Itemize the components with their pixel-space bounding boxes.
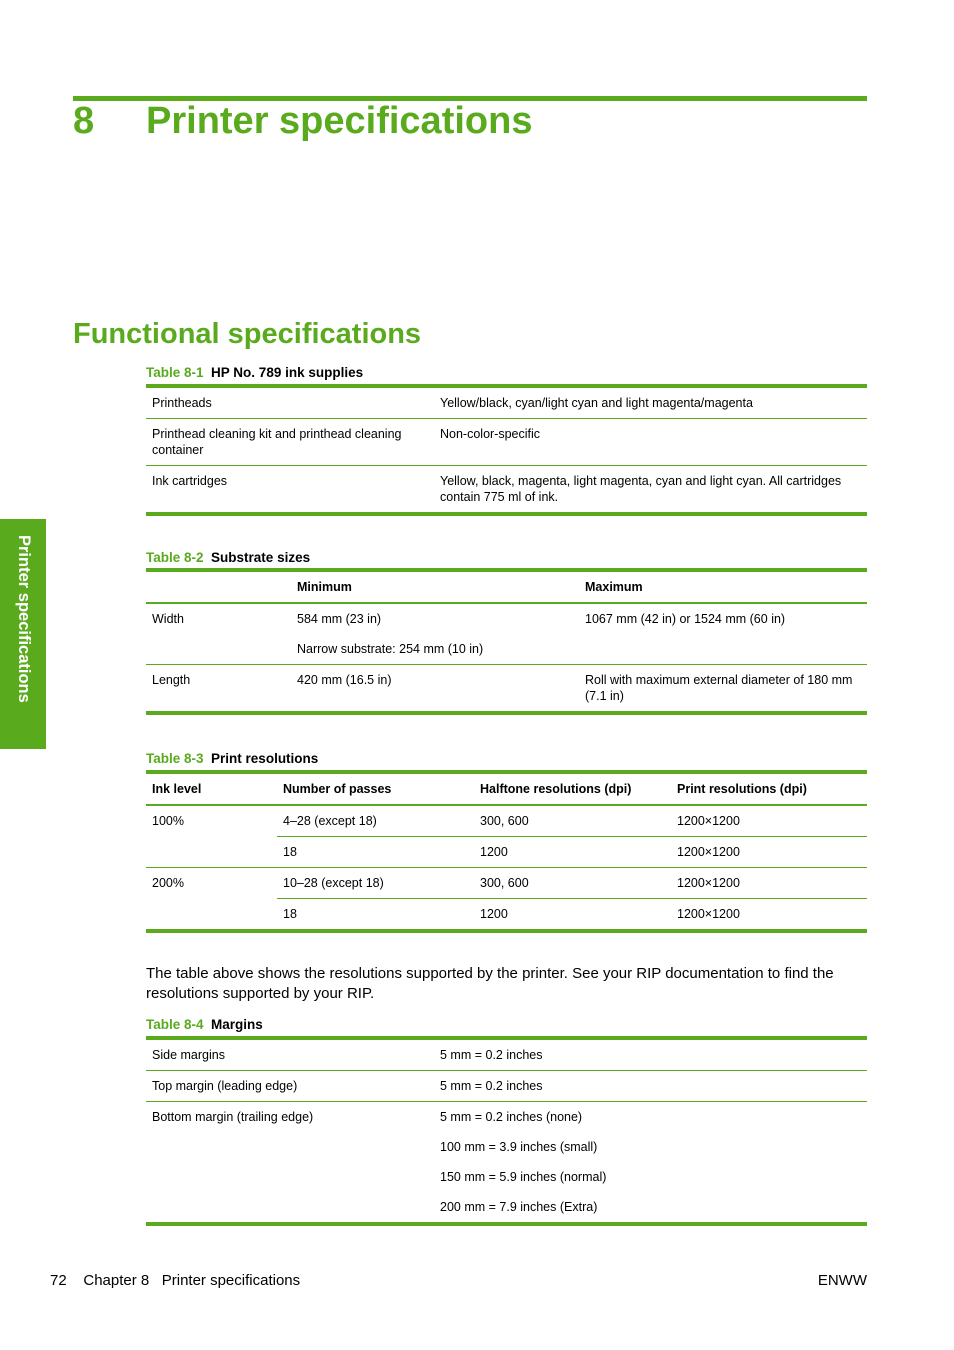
table-row	[146, 665, 867, 711]
table-row	[277, 868, 867, 899]
table-cell: 5 mm = 0.2 inches	[440, 1048, 543, 1062]
table-cell	[291, 604, 579, 664]
body-paragraph: The table above shows the resolutions supported by the printer. See your RIP documentation to find the resolutions supported by your RIP.	[146, 965, 834, 1002]
table-row	[146, 388, 867, 419]
table-cell: 1200×1200	[677, 845, 740, 859]
table-cell: Bottom margin (trailing edge)	[152, 1110, 314, 1124]
table-cell: 4–28 (except 18)	[283, 814, 377, 828]
table-cell: 1200×1200	[677, 814, 740, 828]
table-header-cell: Maximum	[585, 580, 643, 594]
table-cell: 1200	[480, 845, 508, 859]
footer-left	[50, 1272, 300, 1289]
table-cell	[434, 1102, 867, 1222]
table-row	[146, 1071, 867, 1102]
cell-line: 100 mm = 3.9 inches (small)	[440, 1140, 598, 1154]
table-cell: 1200	[480, 907, 508, 921]
table-header-cell	[146, 572, 291, 602]
table-header-row	[146, 774, 867, 806]
table4-caption	[146, 1017, 263, 1032]
table-cell: 18	[283, 845, 297, 859]
table-cell: 200%	[152, 876, 184, 890]
table3-title: Print resolutions	[211, 751, 319, 766]
table2	[146, 568, 867, 715]
table-cell: 18	[283, 907, 297, 921]
table-cell: 5 mm = 0.2 inches	[440, 1079, 543, 1093]
table-cell: Ink cartridges	[152, 474, 228, 488]
table-row	[146, 466, 867, 512]
footer-locale: ENWW	[817, 1272, 867, 1289]
table-cell: Printhead cleaning kit and printhead cleaning container	[152, 427, 402, 457]
table-cell: 300, 600	[480, 876, 529, 890]
footer-chapter: Chapter 8 Printer specifications	[83, 1272, 301, 1289]
table-cell: Top margin (leading edge)	[152, 1079, 298, 1093]
table1-title: HP No. 789 ink supplies	[211, 365, 364, 380]
table-header-row	[146, 572, 867, 604]
table-row-group	[146, 806, 867, 868]
table-cell: 100%	[152, 814, 184, 828]
table-cell: 1067 mm (42 in) or 1524 mm (60 in)	[585, 612, 786, 626]
table-cell: 1200×1200	[677, 876, 740, 890]
table1	[146, 384, 867, 516]
table3-label: Table 8-3	[146, 751, 204, 766]
table1-caption	[146, 365, 363, 380]
cell-line: 200 mm = 7.9 inches (Extra)	[440, 1200, 598, 1214]
cell-line: 584 mm (23 in)	[297, 612, 382, 626]
page-number: 72	[50, 1272, 67, 1289]
table-header-cell: Print resolutions (dpi)	[677, 782, 807, 796]
table-cell: 1200×1200	[677, 907, 740, 921]
table-cell: Side margins	[152, 1048, 225, 1062]
table-row	[146, 604, 867, 665]
table-cell: Yellow/black, cyan/light cyan and light magenta/magenta	[440, 396, 753, 410]
table4-title: Margins	[211, 1017, 263, 1032]
table-cell: Roll with maximum external diameter of 180 mm (7.1 in)	[585, 673, 853, 703]
table2-label: Table 8-2	[146, 550, 204, 565]
cell-line: 5 mm = 0.2 inches (none)	[440, 1110, 583, 1124]
table-row	[146, 1040, 867, 1071]
table2-title: Substrate sizes	[211, 550, 311, 565]
table-cell: Yellow, black, magenta, light magenta, cyan and light cyan. All cartridges contain 775 ml of ink.	[440, 474, 842, 504]
chapter-number: 8	[73, 100, 95, 142]
table-header-cell: Number of passes	[283, 782, 392, 796]
table-cell: Non-color-specific	[440, 427, 541, 441]
table-cell: 10–28 (except 18)	[283, 876, 384, 890]
section-title: Functional specifications	[73, 318, 422, 350]
table3	[146, 770, 867, 933]
table1-label: Table 8-1	[146, 365, 204, 380]
table-header-cell: Minimum	[297, 580, 352, 594]
table-cell: Length	[152, 673, 191, 687]
chapter-heading	[73, 100, 532, 143]
table4	[146, 1036, 867, 1226]
table-row	[146, 419, 867, 466]
table-row	[146, 1102, 867, 1222]
table2-caption	[146, 550, 310, 565]
cell-line: 150 mm = 5.9 inches (normal)	[440, 1170, 607, 1184]
table4-label: Table 8-4	[146, 1017, 204, 1032]
table-row	[277, 837, 867, 867]
table-cell: Width	[152, 612, 184, 626]
table-row	[277, 806, 867, 837]
table-cell: 420 mm (16.5 in)	[297, 673, 392, 687]
table-row	[277, 899, 867, 929]
chapter-title: Printer specifications	[146, 100, 533, 142]
table-header-cell: Ink level	[152, 782, 202, 796]
cell-line: Narrow substrate: 254 mm (10 in)	[297, 642, 484, 656]
table3-caption	[146, 751, 318, 766]
table-header-cell: Halftone resolutions (dpi)	[480, 782, 632, 796]
table-cell: 300, 600	[480, 814, 529, 828]
side-tab-label: Printer specifications	[15, 535, 33, 703]
table-row-group	[146, 868, 867, 929]
table-cell: Printheads	[152, 396, 212, 410]
side-tab	[0, 519, 46, 749]
